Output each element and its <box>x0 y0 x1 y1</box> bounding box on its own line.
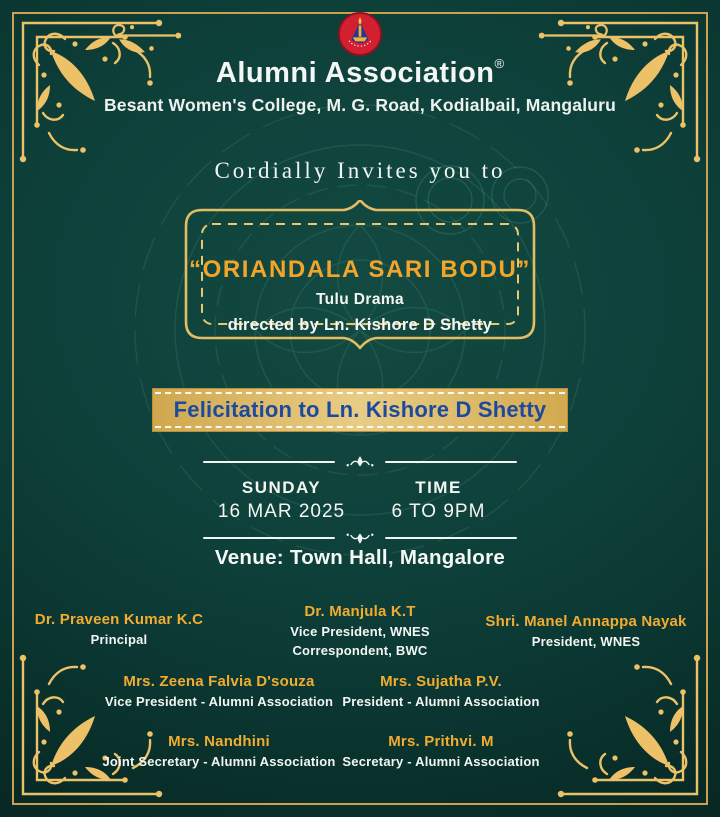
committee-name: Mrs. Nandhini <box>168 733 270 750</box>
schedule-divider-top <box>203 455 517 469</box>
committee-name: Mrs. Sujatha P.V. <box>380 673 502 690</box>
schedule-divider-bottom <box>203 531 517 545</box>
schedule-date <box>203 478 360 523</box>
corner-flourish-bottom-right <box>557 654 707 804</box>
drama-title: “ORIANDALA SARI BODU” <box>188 256 532 283</box>
association-title-text: Alumni Association <box>215 57 495 89</box>
fleur-ornament-top <box>342 455 378 469</box>
dignitary-role2: Correspondent, BWC <box>292 643 428 658</box>
fleur-ornament-bottom <box>342 531 378 545</box>
dignitary-nayak <box>462 612 710 651</box>
committee-name: Mrs. Prithvi. M <box>388 733 494 750</box>
committee-role: Secretary - Alumni Association <box>342 754 540 769</box>
dignitary-manjula <box>246 602 474 660</box>
drama-type: Tulu Drama <box>315 291 405 308</box>
committee-role: Vice President - Alumni Association <box>104 694 334 709</box>
dignitary-role: Vice President, WNES <box>290 624 430 639</box>
dignitary-role: Principal <box>90 632 148 647</box>
college-emblem-logo <box>337 11 383 57</box>
time-value: 6 TO 9PM <box>391 501 486 522</box>
felicitation-banner <box>152 388 568 432</box>
day-label: SUNDAY <box>241 478 322 497</box>
committee-role: Joint Secretary - Alumni Association <box>102 754 336 769</box>
college-address: Besant Women's College, M. G. Road, Kodialbail, Mangaluru <box>103 95 617 115</box>
committee-prithvi <box>310 732 572 771</box>
registered-trademark: ® <box>494 56 505 71</box>
dignitary-praveen <box>14 610 224 649</box>
committee-name: Mrs. Zeena Falvia D'souza <box>123 673 315 690</box>
drama-title-frame <box>178 200 542 350</box>
time-label: TIME <box>415 478 462 497</box>
felicitation-banner-inner <box>155 392 565 428</box>
dignitary-role: President, WNES <box>531 634 641 649</box>
page-title <box>0 56 720 90</box>
felicitation-text: Felicitation to Ln. Kishore D Shetty <box>173 397 547 422</box>
dignitary-name: Shri. Manel Annappa Nayak <box>485 613 687 630</box>
committee-sujatha <box>310 672 572 711</box>
venue-line: Venue: Town Hall, Mangalore <box>214 546 506 569</box>
directed-by: directed by Ln. Kishore D Shetty <box>227 316 493 334</box>
schedule-time <box>360 478 517 523</box>
invite-line: Cordially Invites you to <box>214 158 506 183</box>
date-value: 16 MAR 2025 <box>217 501 346 522</box>
dignitary-name: Dr. Manjula K.T <box>304 603 416 620</box>
committee-role: President - Alumni Association <box>342 694 540 709</box>
schedule-section <box>203 455 517 545</box>
dignitary-name: Dr. Praveen Kumar K.C <box>34 611 204 628</box>
